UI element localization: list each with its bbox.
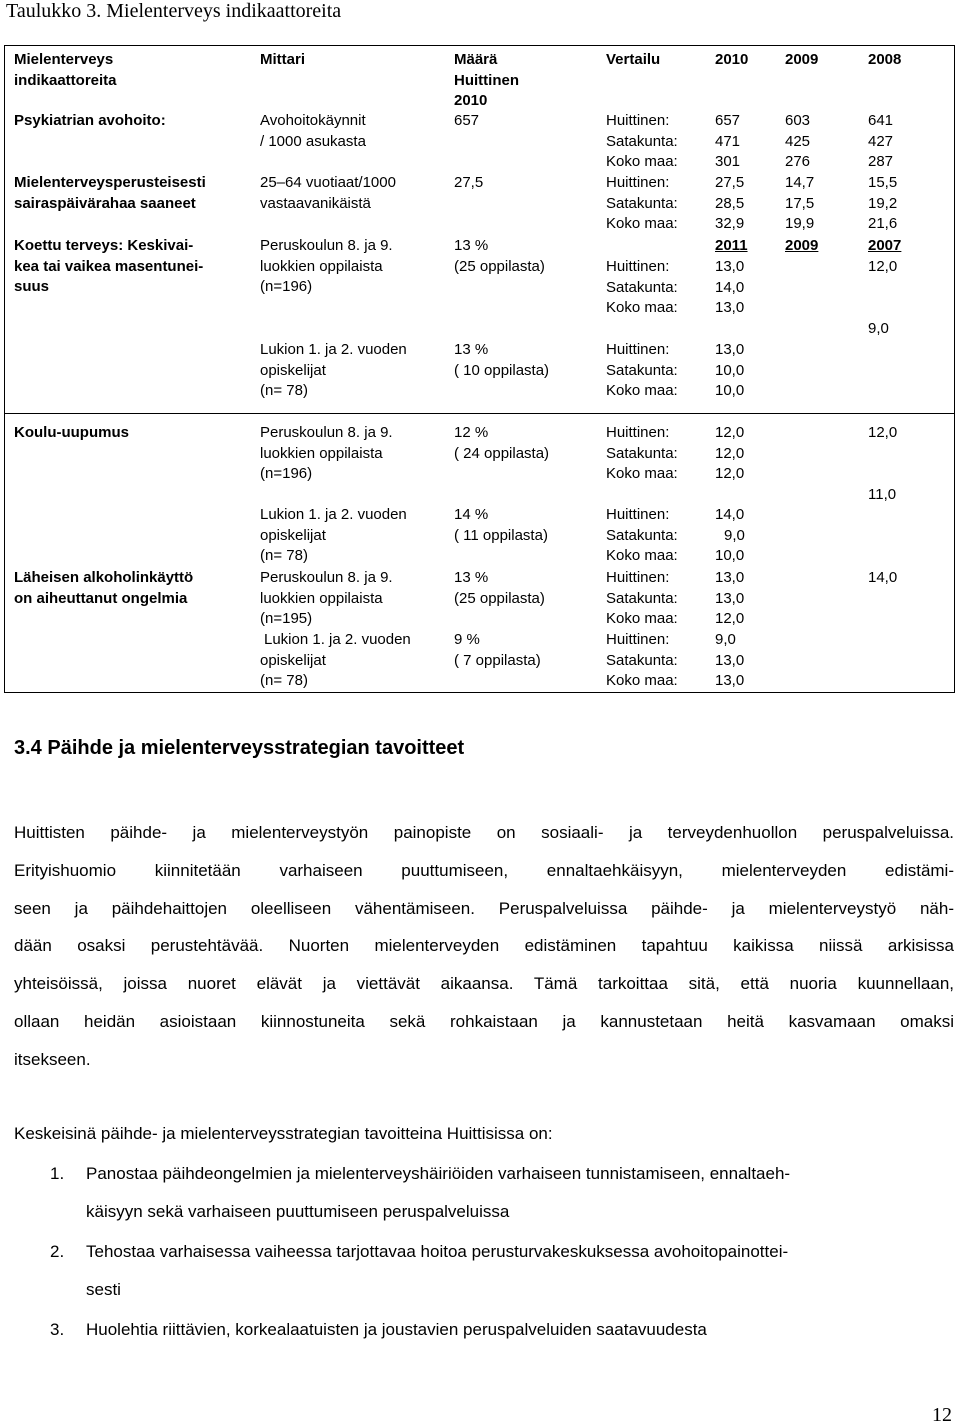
row4b-2007: 11,0 [868, 486, 897, 503]
row4a-2007: 12,0 [868, 424, 898, 441]
row3b-amount: 13 % ( 10 oppilasta) [454, 341, 550, 379]
row3a-amount: 13 % (25 oppilasta) [454, 237, 545, 275]
row3a-2007: 12,0 [868, 258, 898, 275]
row5b-amount: 9 % ( 7 oppilasta) [454, 631, 541, 669]
row2-2009: 14,7 17,5 19,9 [785, 174, 815, 233]
row3a-regions: Huittinen: Satakunta: Koko maa: [606, 258, 678, 317]
list-text: Tehostaa varhaisessa vaiheessa tarjottavaa hoitoa perusturvakeskuksessa avohoitopainottei- [86, 1242, 789, 1261]
row3-year-2011: 2011 [715, 237, 748, 254]
row-psychiatric-outpatient: Psykiatrian avohoito: [14, 112, 166, 129]
paragraph-line: dään osaksi perustehtävää. Nuorten mielenterveyden edistäminen tapahtuu kaikissa niissä arkisissa [14, 936, 954, 956]
paragraph-line: ollaan heidän asioistaan kiinnostuneita sekä rohkaistaan ja kannustetaan heitä kasvamaan omaksi [14, 1011, 954, 1031]
row2-amount: 27,5 [454, 174, 484, 191]
list-text: sesti [86, 1280, 121, 1299]
row1-measure: Avohoitokäynnit / 1000 asukasta [260, 112, 366, 150]
header-indicators: Mielenterveys indikaattoreita [14, 51, 117, 89]
row3a-measure: Peruskoulun 8. ja 9. luokkien oppilaista (n=196) [260, 237, 393, 296]
row3b-2007: 9,0 [868, 320, 889, 337]
list-number: 3. [50, 1320, 65, 1339]
row2-2010: 27,5 28,5 32,9 [715, 174, 745, 233]
list-text: käisyyn sekä varhaiseen puuttumiseen peruspalveluissa [86, 1202, 510, 1221]
list-number: 2. [50, 1242, 65, 1261]
section-heading: 3.4 Päihde ja mielenterveysstrategian tavoitteet [14, 737, 465, 759]
row1-2008: 641 427 287 [868, 112, 894, 171]
row-alcohol-problems: Läheisen alkoholinkäyttö on aiheuttanut ongelmia [14, 569, 194, 607]
header-comparison: Vertailu [606, 51, 661, 68]
row4b-measure: Lukion 1. ja 2. vuoden opiskelijat (n= 78) [260, 506, 407, 565]
list-text: Panostaa päihdeongelmien ja mielenterveyshäiriöiden varhaiseen tunnistamiseen, ennaltaeh- [86, 1164, 791, 1183]
row2-2008: 15,5 19,2 21,6 [868, 174, 898, 233]
row-sickness-allowance: Mielenterveysperusteisesti sairaspäivärahaa saaneet [14, 174, 206, 212]
header-2009: 2009 [785, 51, 819, 68]
paragraph-line: Huittisten päihde- ja mielenterveystyön painopiste on sosiaali- ja terveydenhuollon peruspalveluissa. [14, 823, 954, 842]
row4b-2011: 14,0 9,0 10,0 [715, 506, 745, 565]
list-text: Huolehtia riittävien, korkealaatuisten ja joustavien peruspalveluiden saatavuudesta [86, 1320, 707, 1339]
paragraph-line: yhteisöissä, joissa nuoret elävät ja viettävät aikaansa. Tämä tarkoittaa sitä, että nuoria kuunnellaan, [14, 974, 954, 994]
paragraph-line: Erityishuomio kiinnitetään varhaiseen puuttumiseen, ennaltaehkäisyyn, mielenterveyden edistämi- [14, 860, 954, 880]
row1-2010: 657 471 301 [715, 112, 741, 171]
row1-regions: Huittinen: Satakunta: Koko maa: [606, 112, 678, 171]
list-item [50, 1155, 950, 1235]
row4a-regions: Huittinen: Satakunta: Koko maa: [606, 424, 678, 483]
row3b-2011: 13,0 10,0 10,0 [715, 341, 745, 400]
row2-measure: 25–64 vuotiaat/1000 vastaavanikäistä [260, 174, 396, 212]
row1-2009: 603 425 276 [785, 112, 811, 171]
body-paragraph [14, 814, 954, 1079]
row3b-regions: Huittinen: Satakunta: Koko maa: [606, 341, 678, 400]
row4b-regions: Huittinen: Satakunta: Koko maa: [606, 506, 678, 565]
table-divider [4, 413, 955, 414]
header-2008: 2008 [868, 51, 902, 68]
row-school-burnout: Koulu-uupumus [14, 424, 129, 441]
header-measure: Mittari [260, 51, 305, 68]
row4a-measure: Peruskoulun 8. ja 9. luokkien oppilaista (n=196) [260, 424, 393, 483]
row5a-amount: 13 % (25 oppilasta) [454, 569, 545, 607]
row-perceived-health-depression: Koettu terveys: Keskivai- kea tai vaikea masentunei- suus [14, 237, 204, 296]
page-number: 12 [932, 1404, 952, 1426]
list-item [50, 1233, 950, 1313]
row3a-2011: 13,0 14,0 13,0 [715, 258, 745, 317]
row5b-2011: 9,0 13,0 13,0 [715, 631, 745, 690]
row3b-measure: Lukion 1. ja 2. vuoden opiskelijat (n= 78) [260, 341, 407, 400]
row5b-measure: Lukion 1. ja 2. vuoden opiskelijat (n= 78) [260, 631, 411, 690]
header-amount: Määrä Huittinen 2010 [454, 51, 519, 110]
list-item [50, 1311, 950, 1351]
list-number: 1. [50, 1164, 65, 1183]
row1-amount: 657 [454, 112, 480, 129]
row2-regions: Huittinen: Satakunta: Koko maa: [606, 174, 678, 233]
row5a-2011: 13,0 13,0 12,0 [715, 569, 745, 628]
row5a-2007: 14,0 [868, 569, 898, 586]
row5b-regions: Huittinen: Satakunta: Koko maa: [606, 631, 678, 690]
list-intro: Keskeisinä päihde- ja mielenterveysstrategian tavoitteina Huittisissa on: [14, 1124, 553, 1143]
row5a-regions: Huittinen: Satakunta: Koko maa: [606, 569, 678, 628]
header-2010: 2010 [715, 51, 749, 68]
paragraph-line: seen ja päihdehaittojen oleelliseen vähentämiseen. Peruspalveluissa päihde- ja mielenterveystyö näh- [14, 898, 954, 918]
row4a-2011: 12,0 12,0 12,0 [715, 424, 745, 483]
row3-year-2007: 2007 [868, 237, 902, 254]
row5a-measure: Peruskoulun 8. ja 9. luokkien oppilaista (n=195) [260, 569, 393, 628]
paragraph-line: itsekseen. [14, 1049, 91, 1069]
table-caption: Taulukko 3. Mielenterveys indikaattoreita [6, 0, 342, 22]
row4a-amount: 12 % ( 24 oppilasta) [454, 424, 550, 462]
row4b-amount: 14 % ( 11 oppilasta) [454, 506, 548, 544]
row3-year-2009: 2009 [785, 237, 819, 254]
